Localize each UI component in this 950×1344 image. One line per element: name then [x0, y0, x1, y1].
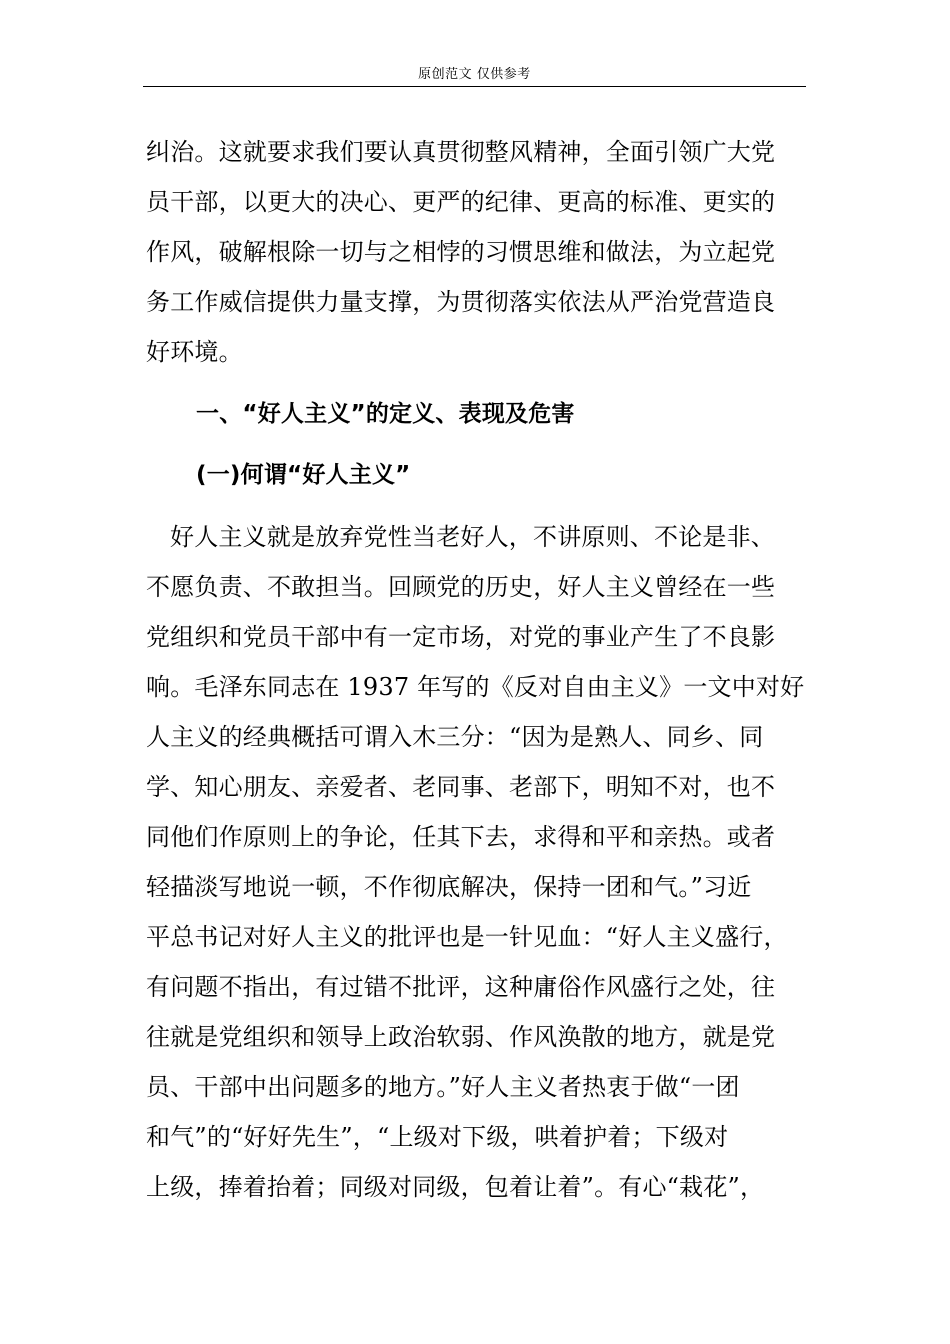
body-line: 有问题不指出，有过错不批评，这种庸俗作风盛行之处，往 [146, 973, 776, 1001]
header-rule [143, 86, 806, 87]
body-line: 好人主义就是放弃党性当老好人，不讲原则、不论是非、 [170, 523, 775, 551]
body-line: 党组织和党员干部中有一定市场，对党的事业产生了不良影 [146, 623, 776, 651]
body-line: 平总书记对好人主义的批评也是一针见血：“好人主义盛行， [146, 923, 788, 951]
subsection-heading: (一)何谓“好人主义” [196, 462, 411, 488]
body-line: 人主义的经典概括可谓入木三分：“因为是熟人、同乡、同 [146, 723, 764, 751]
body-line: 好环境。 [146, 338, 243, 366]
body-line: 上级，捧着抬着；同级对同级，包着让着”。有心“栽花”， [146, 1173, 765, 1201]
body-line: 轻描淡写地说一顿，不作彻底解决，保持一团和气。”习近 [146, 873, 752, 901]
body-line: 员干部，以更大的决心、更严的纪律、更高的标准、更实的 [146, 188, 776, 216]
body-line: 作风，破解根除一切与之相悖的习惯思维和做法，为立起党 [146, 238, 776, 266]
running-header: 原创范文 仅供参考 [418, 67, 531, 82]
body-line: 员、干部中出问题多的地方。”好人主义者热衷于做“一团 [146, 1073, 740, 1101]
body-line: 往就是党组织和领导上政治软弱、作风涣散的地方，就是党 [146, 1023, 776, 1051]
body-line: 和气”的“好好先生”，“上级对下级，哄着护着；下级对 [146, 1123, 729, 1151]
body-line: 务工作威信提供力量支撑，为贯彻落实依法从严治党营造良 [146, 288, 776, 316]
body-line: 纠治。这就要求我们要认真贯彻整风精神，全面引领广大党 [146, 138, 776, 166]
body-line: 同他们作原则上的争论，任其下去，求得和平和亲热。或者 [146, 823, 776, 851]
body-line: 不愿负责、不敢担当。回顾党的历史，好人主义曾经在一些 [146, 573, 776, 601]
section-heading: 一、“好人主义”的定义、表现及危害 [196, 401, 575, 427]
body-line: 响。毛泽东同志在 1937 年写的《反对自由主义》一文中对好 [146, 673, 805, 701]
body-line: 学、知心朋友、亲爱者、老同事、老部下，明知不对，也不 [146, 773, 776, 801]
